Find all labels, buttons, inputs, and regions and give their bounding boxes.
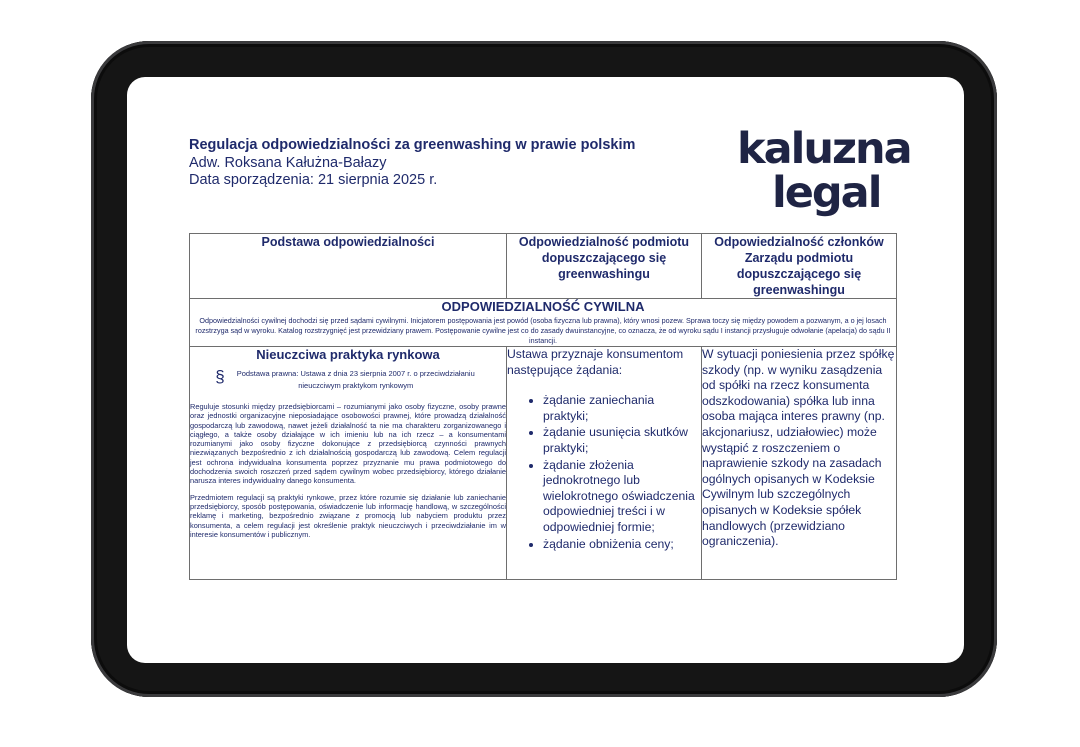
board-liability-text: W sytuacji poniesienia przez spółkę szkody (np. w wyniku zasądzenia od spółki na rzecz konsumenta odszkodowania) spółka lub inna osoba mająca interes prawny (np. akcjonariusz, udziałowiec) może wystąpić z roszczeniem o naprawienie szkody na zasadach ogólnych opisanych w Kodeksie Cywilnym lub szczególnych opisanych w Kodeksie spółek handlowych (przewidziano ograniczenia). xyxy=(702,347,895,549)
regulation-paragraph-2: Przedmiotem regulacji są praktyki rynkowe, przez które rozumie się działanie lub zaniechanie przedsiębiorcy, sposób postępowania, oświadczenie lub informację handlową, w szczególności reklamę i marketing, bezpośrednio związane z promocją lub nabyciem produktu przez konsumenta, a celem regulacji jest określenie praktyk nieuczciwych i przeciwdziałanie im w interesie konsumentów i publicznym. xyxy=(190,492,506,539)
document-author: Adw. Roksana Kałużna-Bałazy xyxy=(189,155,387,171)
paragraph-icon: § xyxy=(215,367,225,386)
list-item: • żądanie obniżenia ceny; xyxy=(543,537,701,553)
document-date: Data sporządzenia: 21 sierpnia 2025 r. xyxy=(189,172,438,188)
table-row xyxy=(190,347,897,580)
table-header-row xyxy=(190,234,897,299)
claims-intro: Ustawa przyznaje konsumentom następujące żądania: xyxy=(507,347,684,377)
document-title: Regulacja odpowiedzialności za greenwashing w prawie polskim xyxy=(189,137,636,153)
liability-table xyxy=(189,233,897,580)
board-liability-cell xyxy=(702,347,897,580)
header-entity-liability: Odpowiedzialność podmiotu dopuszczającego się greenwashingu xyxy=(507,234,702,299)
basis-cell xyxy=(190,347,507,580)
legal-basis-text: Podstawa prawna: Ustawa z dnia 23 sierpnia 2007 r. o przeciwdziałaniu nieuczciwym praktykom rynkowym xyxy=(236,369,475,390)
document-header xyxy=(189,137,635,189)
header-board-liability: Odpowiedzialność członków Zarządu podmiotu dopuszczającego się greenwashingu xyxy=(702,234,897,299)
list-item: • żądanie złożenia jednokrotnego lub wielokrotnego oświadczenia odpowiedniej treści i w odpowiedniej formie; xyxy=(543,458,701,536)
header-basis: Podstawa odpowiedzialności xyxy=(190,234,507,299)
civil-liability-row xyxy=(190,299,897,347)
entity-liability-cell xyxy=(507,347,702,580)
unfair-practice-title: Nieuczciwa praktyka rynkowa xyxy=(256,347,440,362)
list-item: • żądanie zaniechania praktyki; xyxy=(543,393,701,424)
kaluzna-legal-logo xyxy=(737,124,911,233)
regulation-paragraph-1: Reguluje stosunki między przedsiębiorcami – rozumianymi jako osoby fizyczne, osoby prawne oraz jednostki organizacyjne nieposiadające osobowości prawnej, które prowadzą działalność gospodarczą lub zawodową, nawet jeżeli działalność ta nie ma charakteru zorganizowanego i ciągłego, a także osoby działające w ich imieniu lub na ich rzecz – a konsumentami rozumianymi jako osoby fizyczne dokonujące z przedsiębiorcą czynności prawnych niezwiązanych bezpośrednio z ich działalnością gospodarczą lub zawodową. Celem regulacji jest ochrona indywidualna konsumenta poprzez przyznanie mu prawa podmiotowego do dochodzenia swoich roszczeń przed sądem cywilnym wobec przedsiębiorcy, którego działanie narusza interes indywidualny danego konsumenta. xyxy=(190,402,506,486)
civil-liability-cell xyxy=(190,299,897,347)
logo-line-2: legal xyxy=(772,168,881,218)
legal-basis xyxy=(190,368,506,392)
logo-line-1: kaluzna xyxy=(737,124,911,174)
tablet-screen xyxy=(127,77,964,663)
list-item: • żądanie usunięcia skutków praktyki; xyxy=(543,425,701,456)
civil-liability-title: ODPOWIEDZIALNOŚĆ CYWILNA xyxy=(441,299,645,314)
claims-list xyxy=(507,393,701,552)
civil-liability-text: Odpowiedzialności cywilnej dochodzi się przed sądami cywilnymi. Inicjatorem postępowania jest powód (osoba fizyczna lub prawna), który wnosi pozew. Sprawa toczy się między powodem a pozwanym, a o jej losach rozstrzyga sąd w wyroku. Katalog rozstrzygnięć jest przewidziany prawem. Postępowanie cywilne jest co do zasady dwuinstancyjne, co oznacza, że od wyroku sądu I instancji przysługuje odwołanie (apelacja) do sądu II instancji. xyxy=(195,316,891,345)
